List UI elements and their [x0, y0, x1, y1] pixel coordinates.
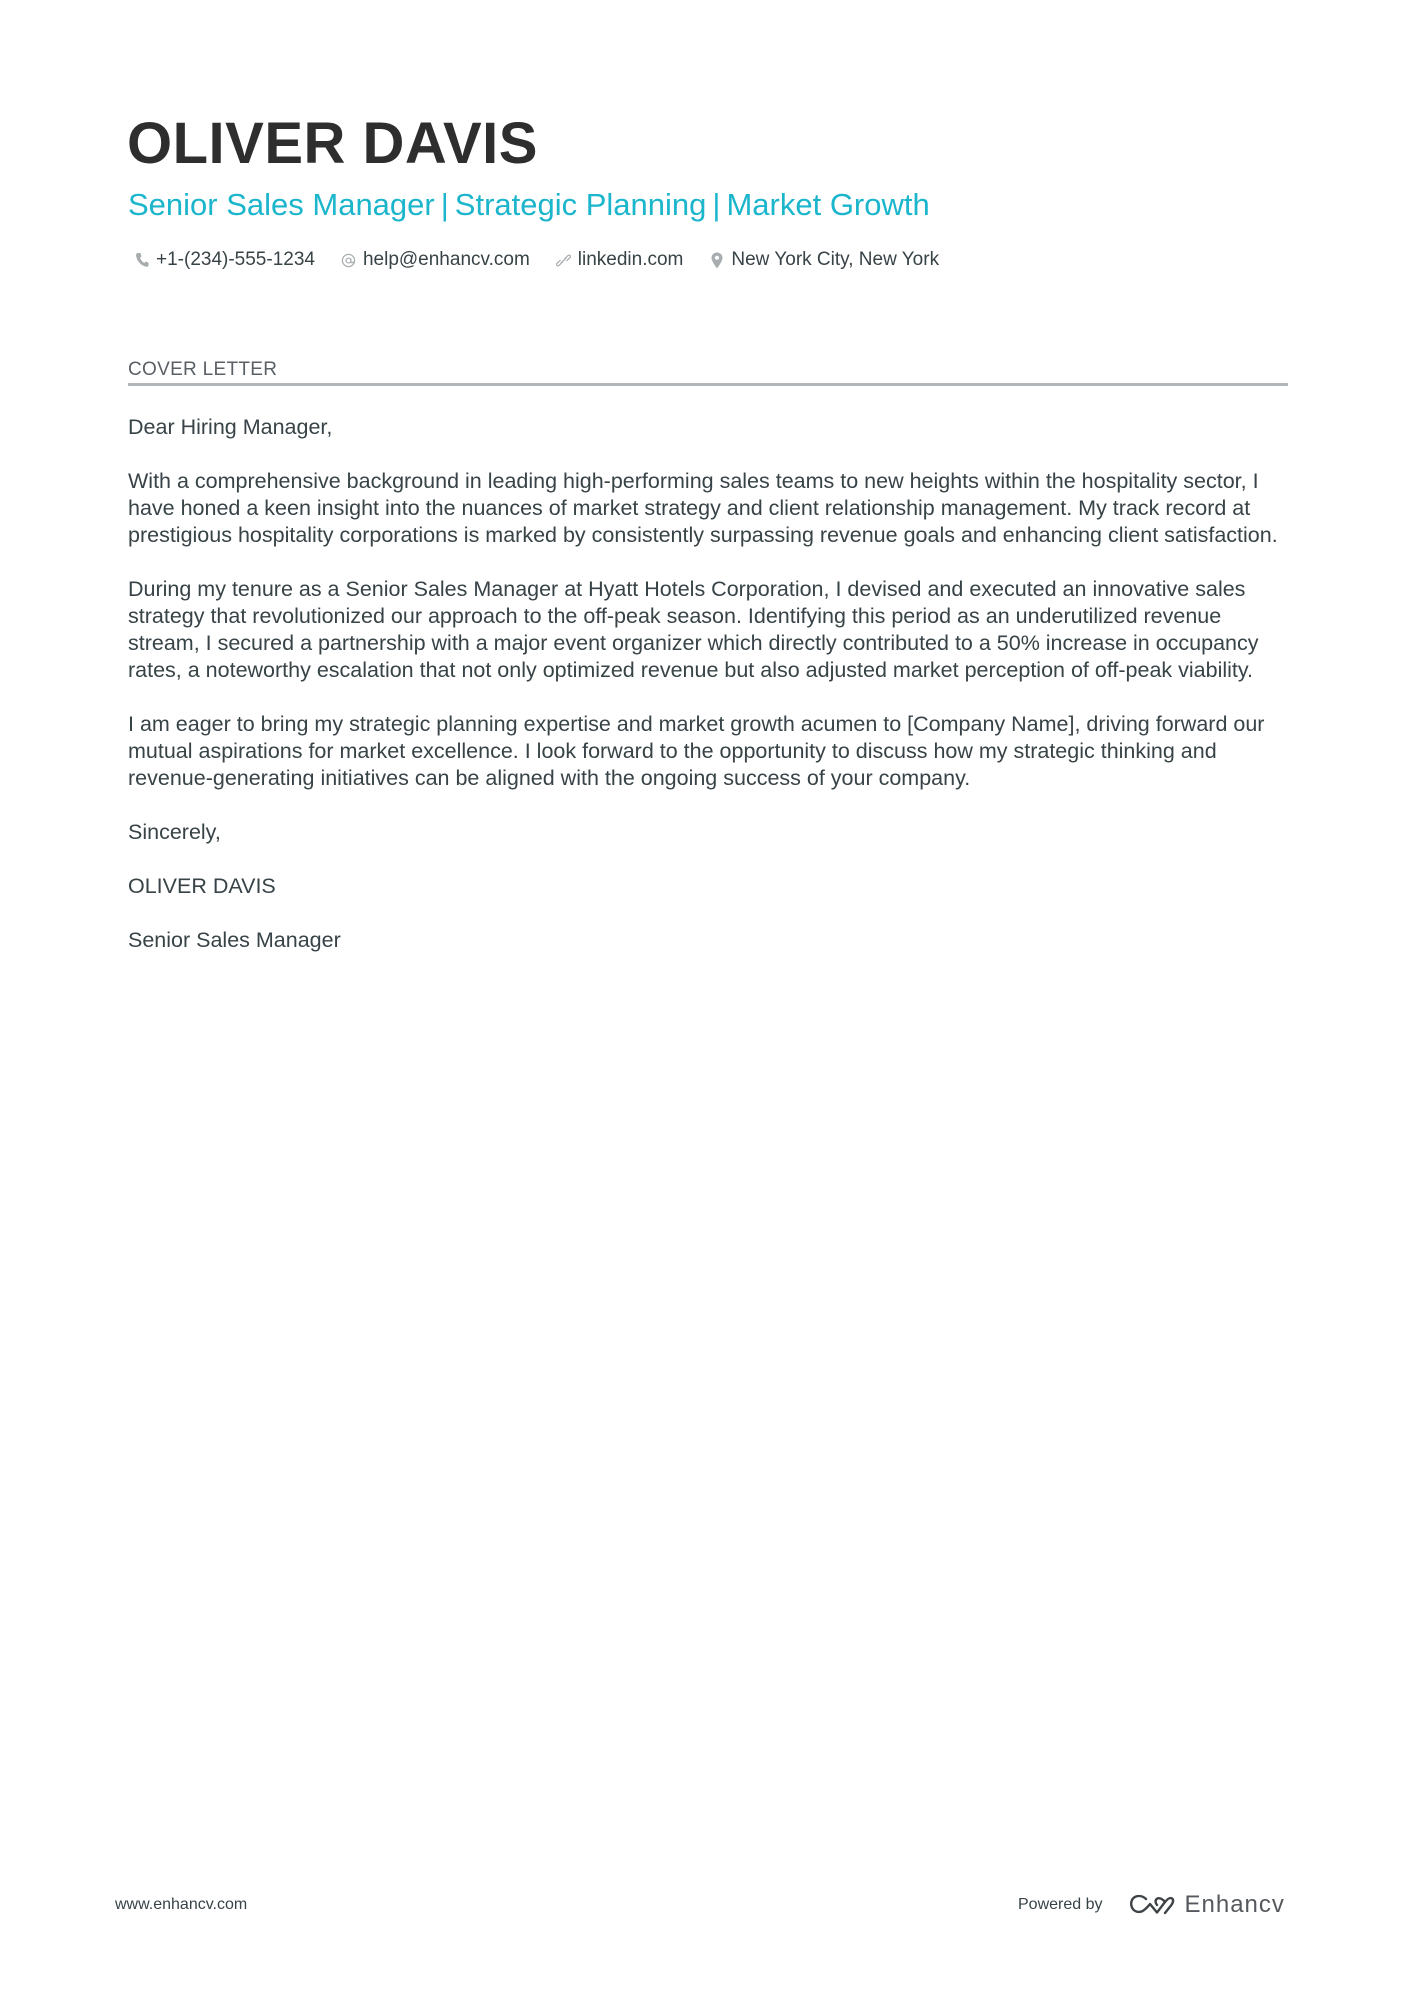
contact-linkedin[interactable]	[556, 247, 684, 273]
letter-paragraph: With a comprehensive background in leading high-performing sales teams to new heights within the hospitality sector, I have honed a keen insight into the nuances of market strategy and client relationship management. My track record at prestigious hospitality corporations is marked by consistently surpassing revenue goals and enhancing client satisfaction.	[128, 469, 1278, 547]
at-icon	[341, 251, 357, 269]
location-pin-icon	[709, 251, 725, 269]
contact-location	[709, 247, 939, 273]
phone-number: +1-(234)-555-1234	[156, 249, 315, 270]
email-address[interactable]: help@enhancv.com	[362, 249, 530, 270]
signature-title: Senior Sales Manager	[128, 928, 341, 952]
section-title-cover-letter: COVER LETTER	[128, 359, 278, 380]
footer-website-link[interactable]: www.enhancv.com	[115, 1896, 248, 1913]
footer-branding[interactable]	[1018, 1892, 1285, 1918]
contact-info	[134, 247, 965, 273]
enhancv-logo-icon	[1129, 1893, 1175, 1917]
letter-paragraph: I am eager to bring my strategic planning expertise and market growth acumen to [Company Name], driving forward our mutual aspirations for market excellence. I look forward to the opportunity to discuss how my strategic thinking and revenue-generating initiatives can be aligned with the ongoing success of your company.	[128, 712, 1265, 790]
enhancv-brand-name: Enhancv	[1184, 1891, 1285, 1918]
link-icon	[556, 251, 572, 269]
headline-separator: |	[440, 187, 449, 222]
headline-skill-2: Market Growth	[726, 187, 930, 222]
salutation: Dear Hiring Manager,	[128, 415, 333, 439]
applicant-name: OLIVER DAVIS	[127, 111, 538, 176]
headline-skill-1: Strategic Planning	[454, 187, 707, 222]
headline-separator: |	[712, 187, 721, 222]
contact-email[interactable]	[341, 247, 530, 273]
headline	[128, 183, 930, 227]
section-divider	[128, 383, 1288, 386]
location-text: New York City, New York	[731, 249, 940, 270]
headline-role: Senior Sales Manager	[128, 187, 435, 222]
letter-paragraph: During my tenure as a Senior Sales Manager at Hyatt Hotels Corporation, I devised and executed an innovative sales strategy that revolutionized our approach to the off-peak season. Identifying this period as an underutilized revenue stream, I secured a partnership with a major event organizer which directly contributed to a 50% increase in occupancy rates, a noteworthy escalation that not only optimized revenue but also adjusted market perception of off-peak viability.	[128, 577, 1259, 682]
closing: Sincerely,	[128, 820, 221, 844]
letter-body	[128, 414, 1293, 981]
contact-phone	[134, 247, 315, 273]
powered-by-label: Powered by	[1018, 1896, 1103, 1913]
signature-name: OLIVER DAVIS	[128, 874, 276, 898]
linkedin-link[interactable]: linkedin.com	[577, 249, 684, 270]
phone-icon	[134, 251, 150, 269]
